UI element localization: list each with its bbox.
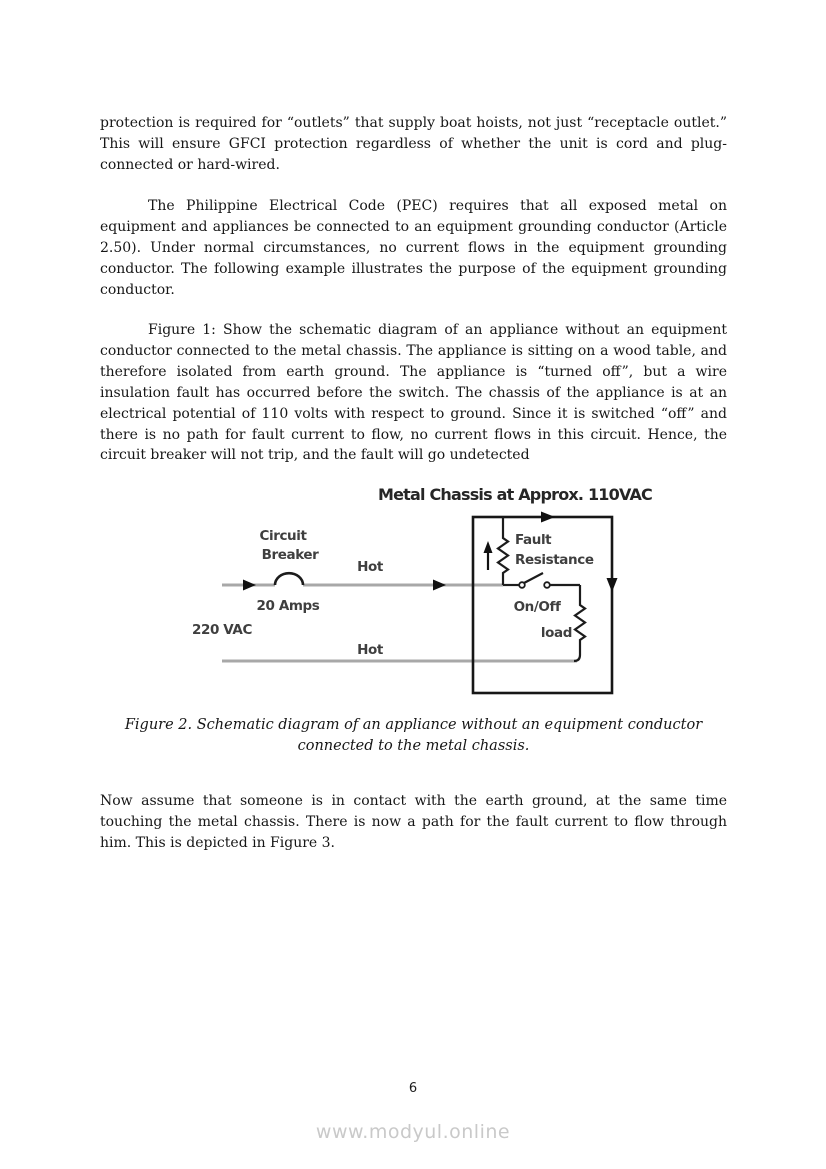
label-breaker-rating: 20 Amps — [256, 598, 320, 614]
page-number: 6 — [408, 1081, 418, 1096]
switch-contact-right-icon — [544, 582, 550, 588]
label-hot-bottom: Hot — [357, 642, 383, 658]
label-fault-line2: Resistance — [515, 552, 594, 568]
label-switch-onoff: On/Off — [513, 599, 561, 615]
chassis-right-arrow-icon — [607, 578, 618, 592]
paragraph-pec-code: The Philippine Electrical Code (PEC) requires that all exposed metal on equipment and appliances be connected to an equipment grounding conductor (Article 2.50). Under normal circumstances, no current flows in the equipment grounding conductor. The following example illustrates the purpose of the equipment grounding conductor. — [100, 198, 727, 298]
label-hot-top: Hot — [357, 559, 383, 575]
label-circuit-breaker-line1: Circuit — [259, 528, 307, 544]
paragraph-gfci-protection: protection is required for “outlets” that supply boat hoists, not just “receptacle outlet.” This will ensure GFCI protection regardless of whether the unit is cord and plug-connected or hard-wired. — [100, 115, 727, 173]
label-fault-line1: Fault — [515, 532, 552, 548]
switch-contact-left-icon — [519, 582, 525, 588]
fault-current-arrow-icon — [484, 541, 493, 553]
schematic-diagram — [130, 475, 670, 715]
label-load: load — [540, 625, 572, 641]
paragraph-figure1-description: Figure 1: Show the schematic diagram of an appliance without an equipment conductor connected to the metal chassis. The appliance is sitting on a wood table, and therefore isolated from earth ground. The appliance is “turned off”, but a wire insulation fault has occurred before the switch. The chassis of the appliance is at an electrical potential of 110 volts with respect to ground. Since it is switched “off” and there is no path for fault current to flow, no current flows in this circuit. Hence, the circuit breaker will not trip, and the fault will go undetected — [100, 322, 727, 464]
figure-caption: Figure 2. Schematic diagram of an appliance without an equipment conductor connected to the metal chassis. — [124, 717, 703, 754]
fault-resistor-symbol — [498, 517, 508, 585]
chassis-top-arrow-icon — [541, 512, 555, 523]
paragraph-fault-path: Now assume that someone is in contact with the earth ground, at the same time touching the metal chassis. There is now a path for the fault current to flow through him. This is depicted in Figure 3. — [100, 793, 727, 851]
diagram-title: Metal Chassis at Approx. 110VAC — [377, 485, 653, 504]
current-arrow-left-icon — [243, 580, 256, 591]
circuit-breaker-symbol — [275, 573, 303, 585]
label-circuit-breaker-line2: Breaker — [261, 547, 319, 563]
current-arrow-mid-icon — [433, 580, 446, 591]
load-resistor-symbol — [574, 585, 585, 661]
label-source-voltage: 220 VAC — [192, 622, 252, 638]
switch-lever-icon — [524, 573, 543, 583]
watermark-text: www.modyul.online — [315, 1121, 511, 1143]
